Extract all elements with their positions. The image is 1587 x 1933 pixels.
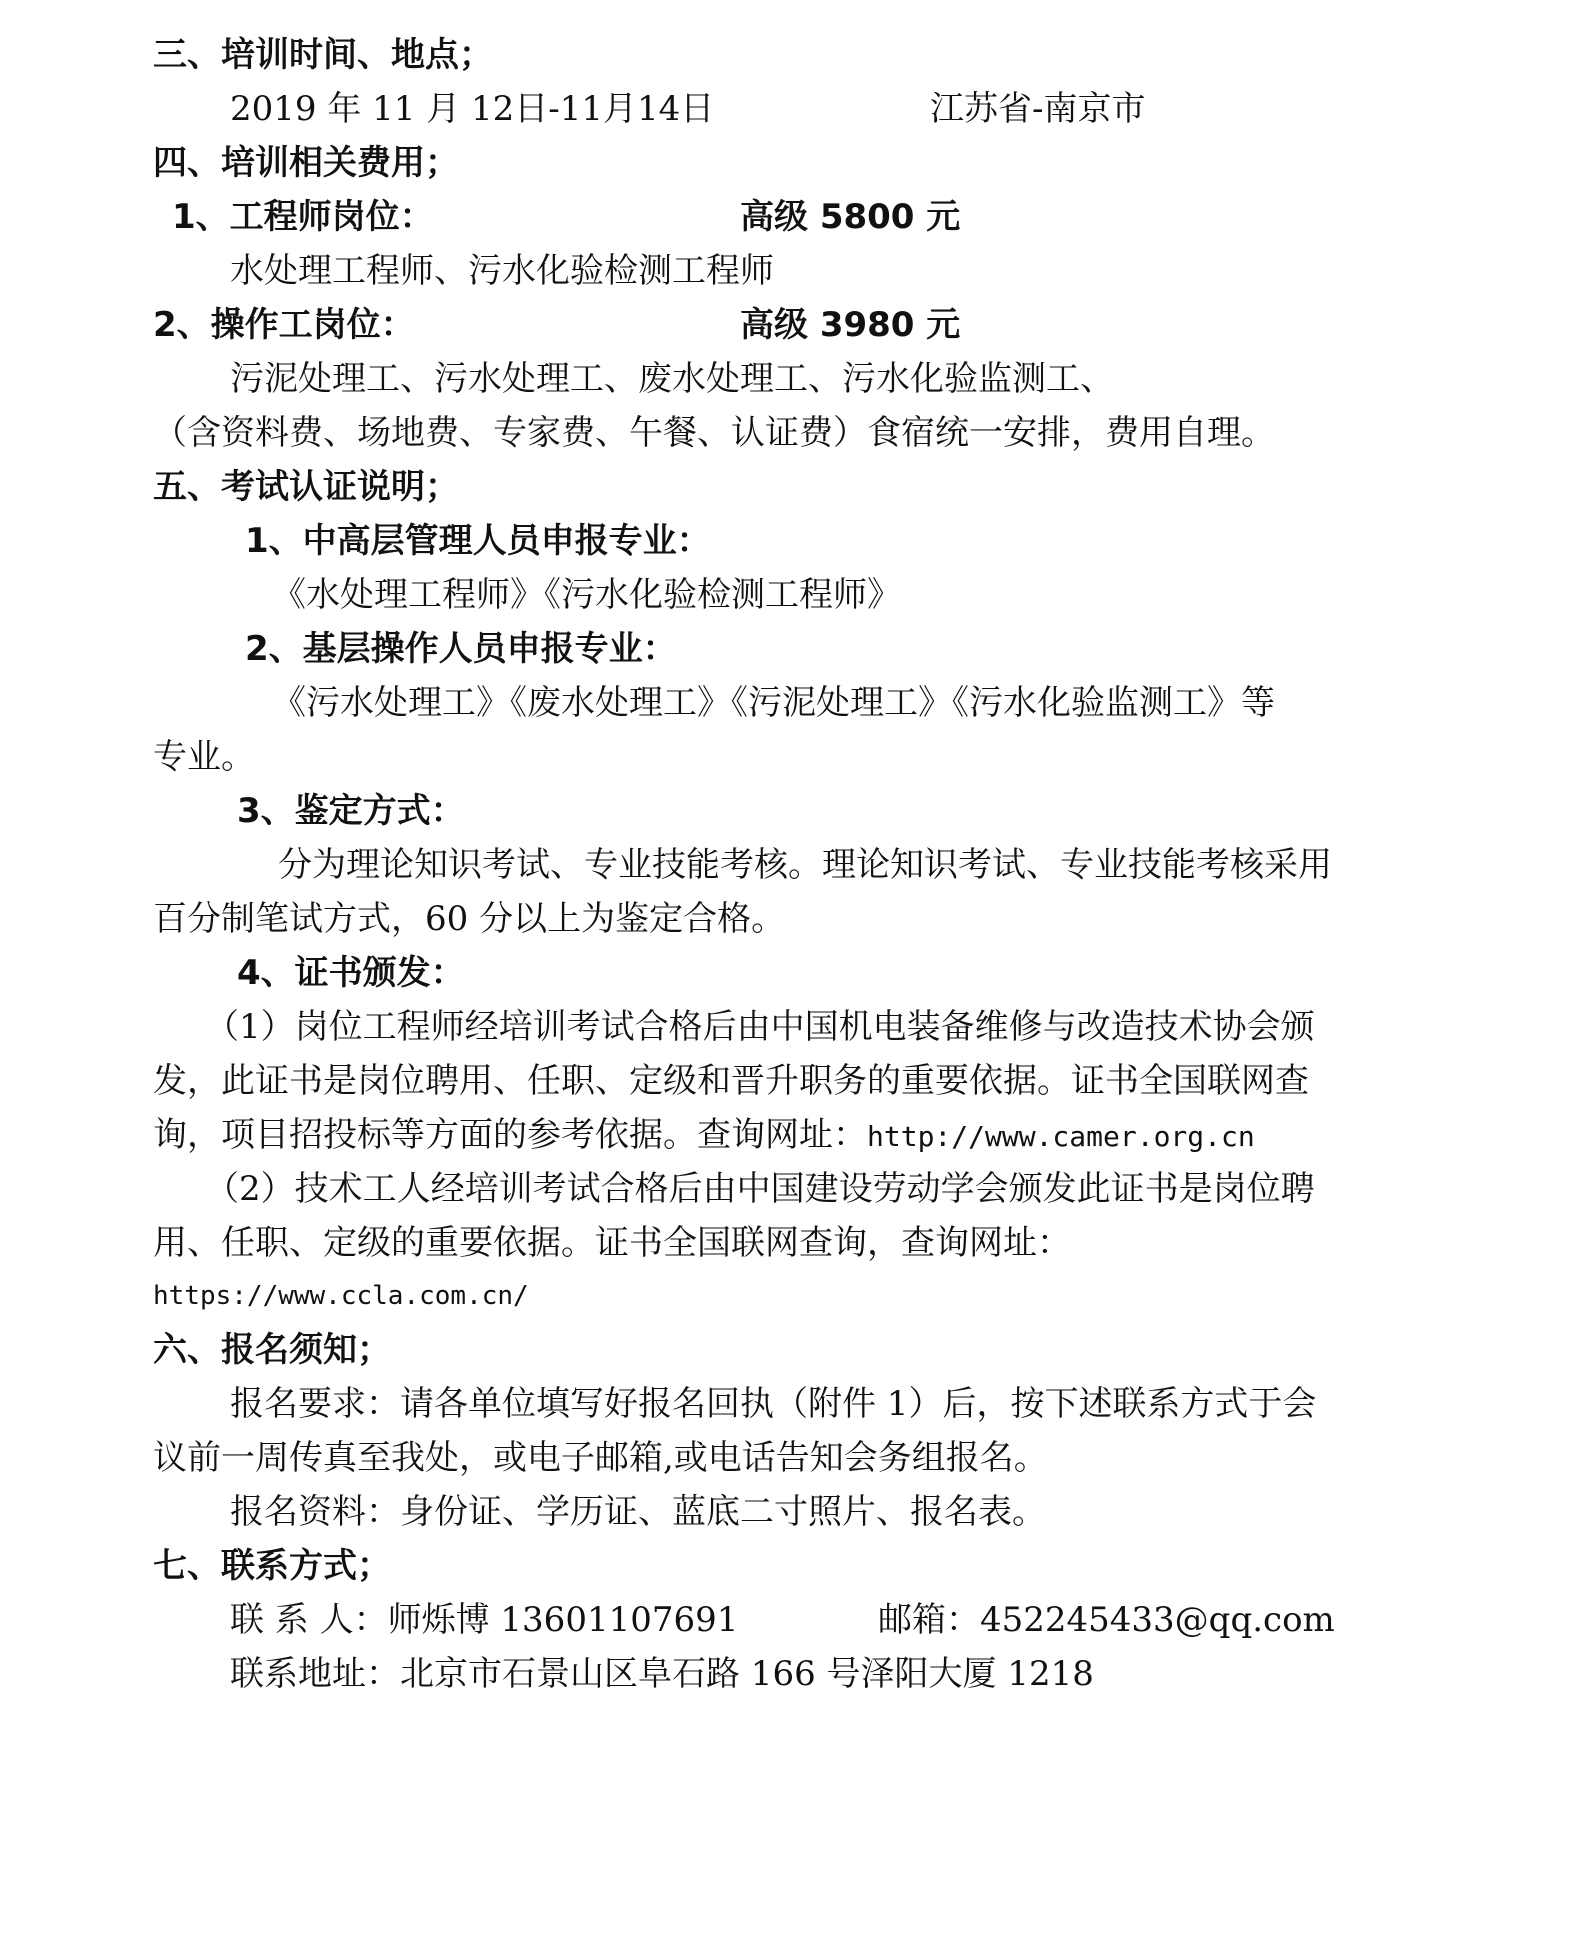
fee-note: （含资料费、场地费、专家费、午餐、认证费）食宿统一安排，费用自理。 xyxy=(153,413,1275,453)
cert-2-url[interactable]: https://www.ccla.com.cn/ xyxy=(153,1281,529,1311)
training-date: 2019 年 11 月 12日-11月14日 xyxy=(230,89,715,129)
operator-majors-list: 《污水处理工》《废水处理工》《污泥处理工》《污水化验监测工》等 xyxy=(272,683,1275,723)
operator-post-label: 2、操作工岗位： xyxy=(153,305,415,345)
section-3-heading: 三、培训时间、地点； xyxy=(153,35,493,75)
contact-email[interactable]: 邮箱：452245433@qq.com xyxy=(878,1600,1335,1640)
section-7-heading: 七、联系方式； xyxy=(153,1546,391,1586)
engineer-post-label: 1、工程师岗位： xyxy=(172,197,434,237)
cert-1-url[interactable]: http://www.camer.org.cn xyxy=(867,1120,1255,1153)
operator-majors-list-cont: 专业。 xyxy=(153,737,255,777)
cert-1-line-2: 发，此证书是岗位聘用、任职、定级和晋升职务的重要依据。证书全国联网查 xyxy=(153,1061,1309,1101)
cert-2-line-2: 用、任职、定级的重要依据。证书全国联网查询，查询网址： xyxy=(153,1223,1071,1263)
operator-post-roles: 污泥处理工、污水处理工、废水处理工、污水化验监测工、 xyxy=(230,359,1114,399)
appraisal-method-heading: 3、鉴定方式： xyxy=(237,791,465,831)
engineer-post-roles: 水处理工程师、污水化验检测工程师 xyxy=(230,251,774,291)
operator-post-price: 高级 3980 元 xyxy=(740,305,961,345)
section-6-heading: 六、报名须知； xyxy=(153,1330,391,1370)
engineer-post-price: 高级 5800 元 xyxy=(740,197,961,237)
contact-person: 联 系 人：师烁博 13601107691 xyxy=(230,1600,739,1640)
registration-requirement: 报名要求：请各单位填写好报名回执（附件 1）后，按下述联系方式于会 xyxy=(230,1384,1317,1424)
cert-2-line-1: （2）技术工人经培训考试合格后由中国建设劳动学会颁发此证书是岗位聘 xyxy=(205,1169,1315,1209)
registration-materials: 报名资料：身份证、学历证、蓝底二寸照片、报名表。 xyxy=(230,1492,1046,1532)
management-majors-list: 《水处理工程师》《污水化验检测工程师》 xyxy=(272,575,901,615)
section-4-heading: 四、培训相关费用； xyxy=(153,143,459,183)
contact-address: 联系地址：北京市石景山区阜石路 166 号泽阳大厦 1218 xyxy=(230,1654,1094,1694)
cert-1-line-1: （1）岗位工程师经培训考试合格后由中国机电装备维修与改造技术协会颁 xyxy=(205,1007,1315,1047)
management-majors-heading: 1、中高层管理人员申报专业： xyxy=(245,521,711,561)
certificate-heading: 4、证书颁发： xyxy=(237,953,465,993)
cert-1-line-3: 询，项目招投标等方面的参考依据。查询网址：http://www.camer.org.cn xyxy=(153,1115,1255,1155)
appraisal-method-text-cont: 百分制笔试方式，60 分以上为鉴定合格。 xyxy=(153,899,786,939)
registration-requirement-cont: 议前一周传真至我处，或电子邮箱,或电话告知会务组报名。 xyxy=(153,1438,1048,1478)
section-5-heading: 五、考试认证说明； xyxy=(153,467,459,507)
operator-majors-heading: 2、基层操作人员申报专业： xyxy=(245,629,677,669)
training-place: 江苏省-南京市 xyxy=(930,89,1146,129)
appraisal-method-text: 分为理论知识考试、专业技能考核。理论知识考试、专业技能考核采用 xyxy=(278,845,1332,885)
